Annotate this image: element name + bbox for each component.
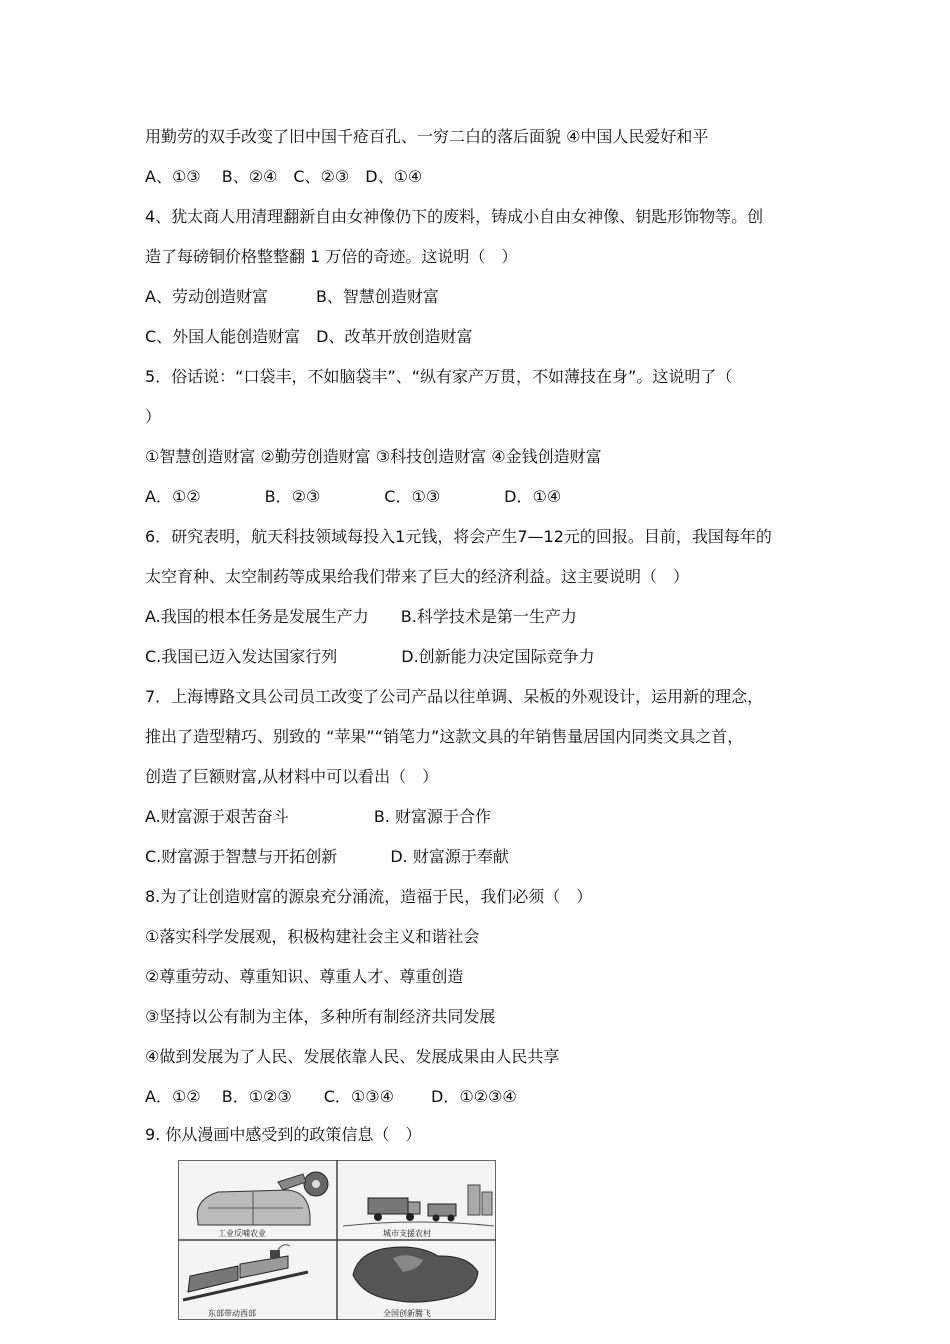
answer-options: A.财富源于艰苦奋斗 B. 财富源于合作 <box>145 807 491 826</box>
question-4-stem: 造了每磅铜价格整整翻 1 万倍的奇迹。这说明（ ） <box>145 247 518 266</box>
question-8-stem: 8.为了让创造财富的源泉充分涌流，造福于民，我们必须（ ） <box>145 887 593 906</box>
question-6-stem: 太空育种、太空制药等成果给我们带来了巨大的经济利益。这主要说明（ ） <box>145 567 690 586</box>
question-6-stem: 6．研究表明，航天科技领域每投入1元钱，将会产生7—12元的回报。目前，我国每年的 <box>145 527 772 546</box>
statement-item: ③坚持以公有制为主体，多种所有制经济共同发展 <box>145 1007 496 1026</box>
question-4-stem: 4、犹太商人用清理翻新自由女神像仍下的废料，铸成小自由女神像、钥匙形饰物等。创 <box>145 207 764 226</box>
statement-item: ④做到发展为了人民、发展依靠人民、发展成果由人民共享 <box>145 1047 560 1066</box>
caption-1: 工业反哺农业 <box>218 1229 266 1238</box>
answer-options: A．①② B．②③ C．①③ D．①④ <box>145 487 562 506</box>
caption-2: 城市支援农村 <box>383 1229 431 1238</box>
statement-item: ②尊重劳动、尊重知识、尊重人才、尊重创造 <box>145 967 464 986</box>
caption-3: 东部带动西部 <box>208 1309 256 1318</box>
question-5-stem: ） <box>145 407 162 426</box>
question-7-stem: 7．上海博路文具公司员工改变了公司产品以往单调、呆板的外观设计，运用新的理念， <box>145 687 764 706</box>
caption-4: 全国创新腾飞 <box>383 1309 431 1318</box>
answer-options: C.财富源于智慧与开拓创新 D. 财富源于奉献 <box>145 847 509 866</box>
statement-list: ①智慧创造财富 ②勤劳创造财富 ③科技创造财富 ④金钱创造财富 <box>145 447 602 466</box>
statement-item: ①落实科学发展观，积极构建社会主义和谐社会 <box>145 927 480 946</box>
answer-options: C、外国人能创造财富 D、改革开放创造财富 <box>145 327 473 346</box>
question-9-stem: 9. 你从漫画中感受到的政策信息（ ） <box>145 1125 422 1144</box>
answer-options: A、劳动创造财富 B、智慧创造财富 <box>145 287 439 306</box>
question-5-stem: 5．俗话说：“口袋丰，不如脑袋丰”、“纵有家产万贯，不如薄技在身”。这说明了（ <box>145 367 733 386</box>
policy-cartoon <box>178 1160 496 1320</box>
answer-options: A.我国的根本任务是发展生产力 B.科学技术是第一生产力 <box>145 607 577 626</box>
question-7-stem: 创造了巨额财富,从材料中可以看出（ ） <box>145 767 439 786</box>
answer-options: C.我国已迈入发达国家行列 D.创新能力决定国际竞争力 <box>145 647 595 666</box>
question-line: 用勤劳的双手改变了旧中国千疮百孔、一穷二白的落后面貌 ④中国人民爱好和平 <box>145 127 709 146</box>
answer-options: A．①② B．①②③ C．①③④ D．①②③④ <box>145 1087 517 1106</box>
answer-options: A、①③ B、②④ C、②③ D、①④ <box>145 167 423 186</box>
question-7-stem: 推出了造型精巧、别致的 “苹果”“销笔力”这款文具的年销售量居国内同类文具之首， <box>145 727 744 746</box>
